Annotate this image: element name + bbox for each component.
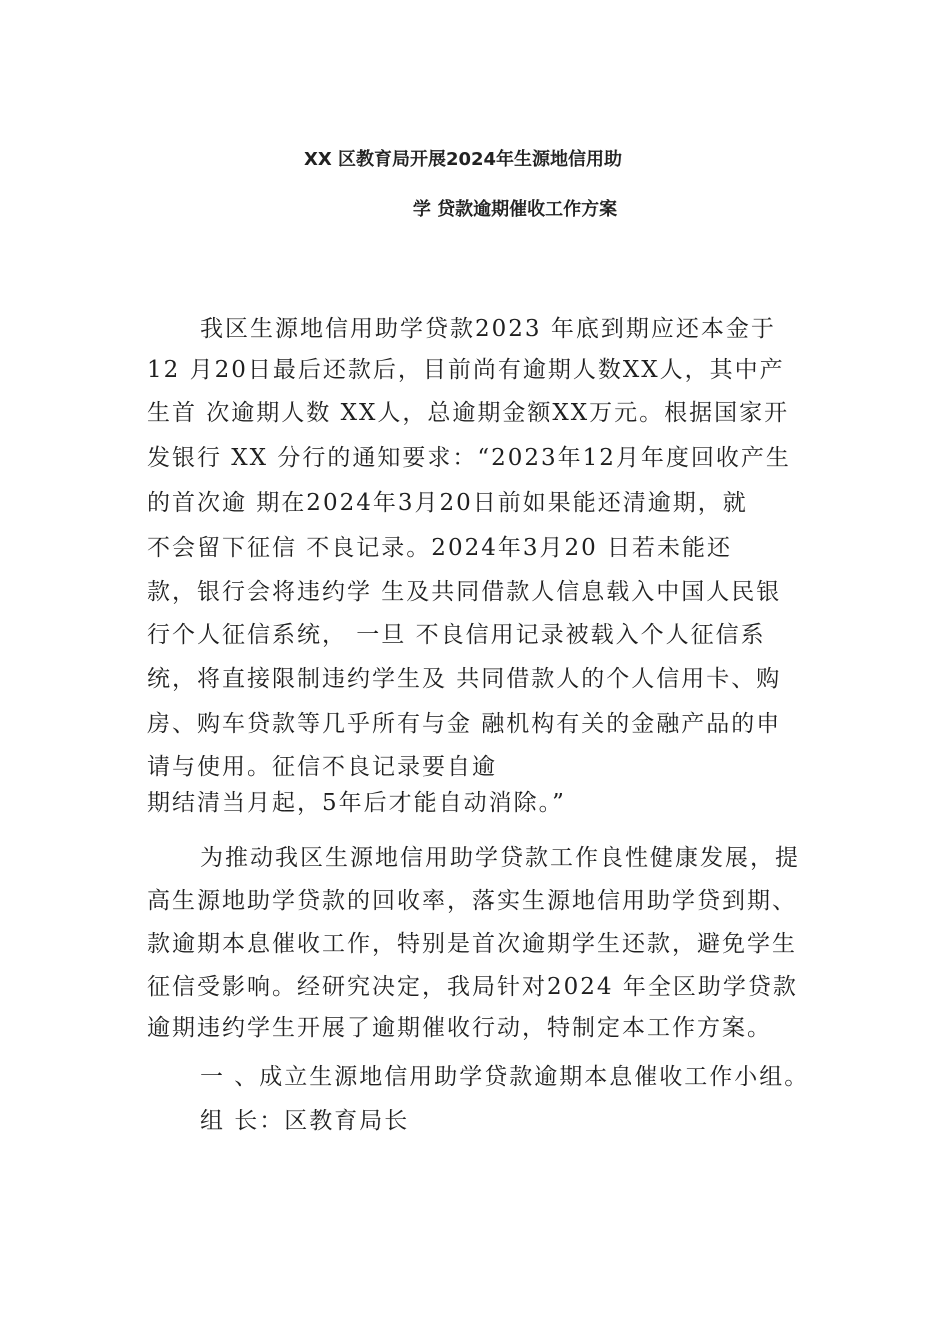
paragraph-1-line: 款，银行会将违约学 生及共同借款人信息载入中国人民银	[147, 579, 782, 605]
paragraph-2-line: 为推动我区生源地信用助学贷款工作良性健康发展，提	[200, 845, 800, 871]
paragraph-1-line: 的首次逾 期在2024年3月20日前如果能还清逾期，就	[147, 490, 748, 516]
paragraph-1-line: 生首 次逾期人数 XX人，总逾期金额XX万元。根据国家开	[147, 400, 790, 426]
paragraph-1-line: 统，将直接限制违约学生及 共同借款人的个人信用卡、购	[147, 666, 782, 692]
document-title-line-1: XX 区教育局开展2024年生源地信用助	[303, 149, 623, 170]
paragraph-1-line: 期结清当月起，5年后才能自动消除。”	[147, 790, 566, 816]
group-leader-line: 组 长：区教育局长	[200, 1108, 410, 1134]
paragraph-1-line: 请与使用。征信不良记录要自逾	[147, 754, 497, 780]
paragraph-2-line: 逾期违约学生开展了逾期催收行动，特制定本工作方案。	[147, 1015, 772, 1041]
paragraph-1-line: 房、购车贷款等几乎所有与金 融机构有关的金融产品的申	[147, 711, 782, 737]
paragraph-1-line: 行个人征信系统， 一旦 不良信用记录被载入个人征信系	[147, 622, 766, 648]
paragraph-2-line: 高生源地助学贷款的回收率，落实生源地信用助学贷到期、	[147, 888, 797, 914]
paragraph-1-line: 12 月20日最后还款后，目前尚有逾期人数XX人，其中产	[147, 357, 785, 383]
paragraph-2-line: 款逾期本息催收工作，特别是首次逾期学生还款，避免学生	[147, 931, 797, 957]
paragraph-2-line: 征信受影响。经研究决定，我局针对2024 年全区助学贷款	[147, 974, 798, 1000]
document-title-line-2: 学 贷款逾期催收工作方案	[412, 199, 618, 220]
section-1-heading: 一 、成立生源地信用助学贷款逾期本息催收工作小组。	[200, 1064, 810, 1090]
paragraph-1-line: 不会留下征信 不良记录。2024年3月20 日若未能还	[147, 535, 733, 561]
paragraph-1-line: 我区生源地信用助学贷款2023 年底到期应还本金于	[200, 316, 776, 342]
paragraph-1-line: 发银行 XX 分行的通知要求：“2023年12月年度回收产生	[147, 445, 791, 471]
